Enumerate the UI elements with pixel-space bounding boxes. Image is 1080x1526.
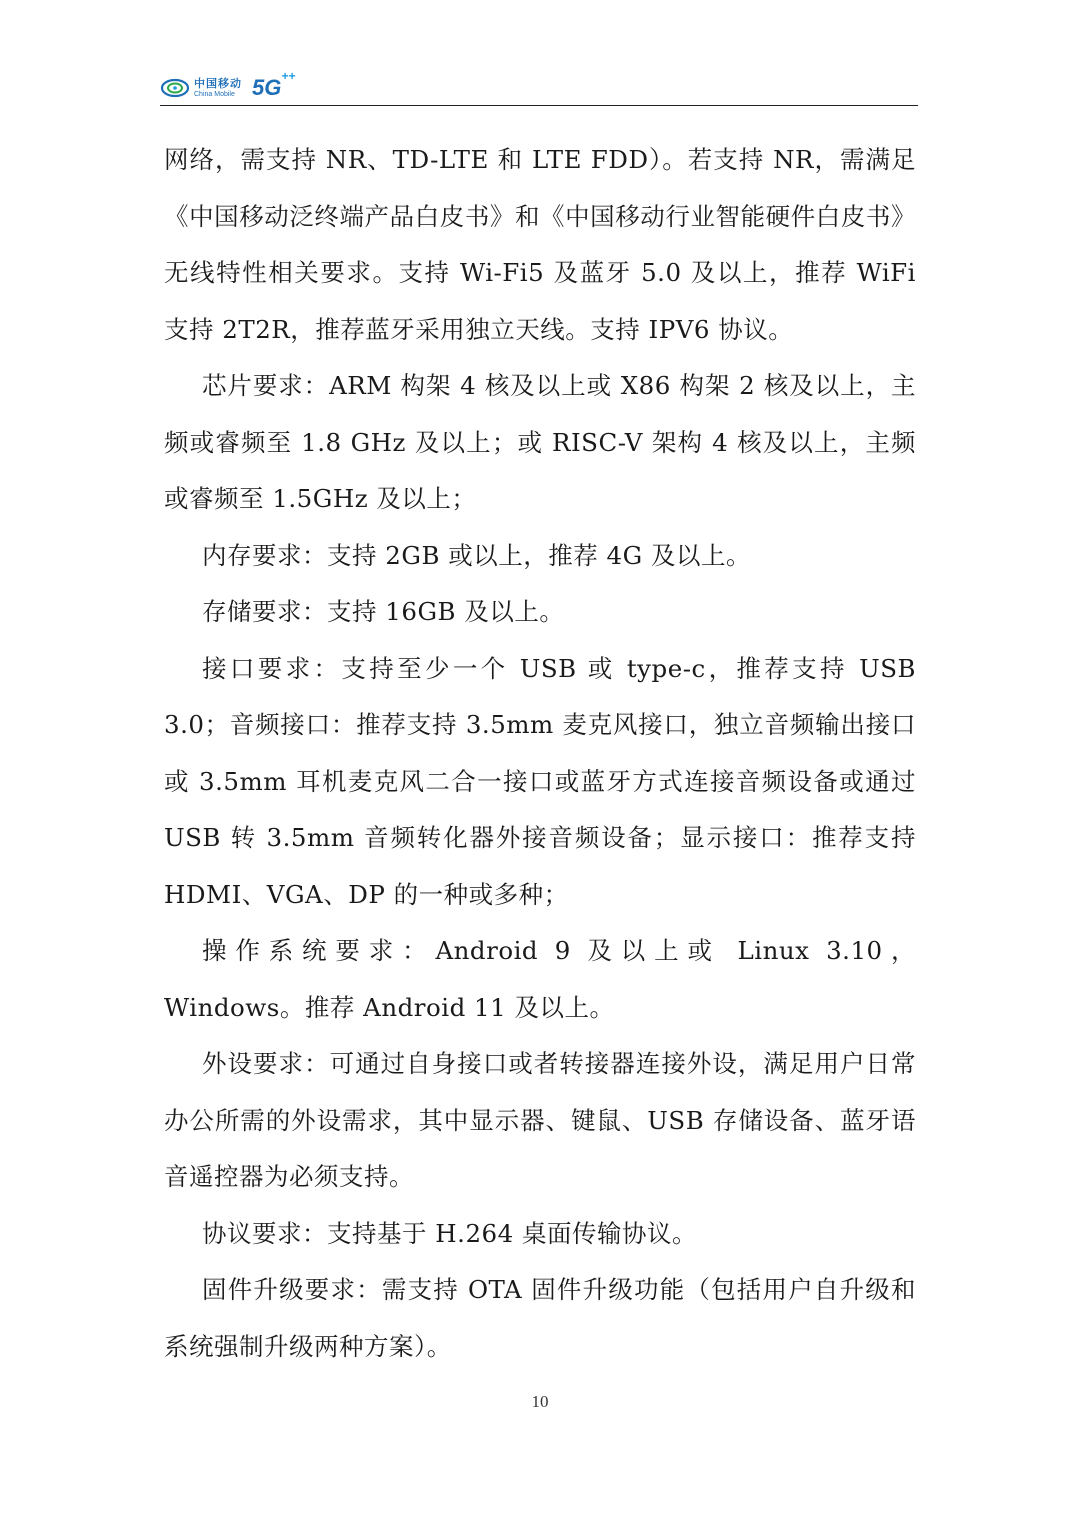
paragraph-memory: 内存要求：支持 2GB 或以上，推荐 4G 及以上。 xyxy=(202,540,751,570)
paragraph-storage: 存储要求：支持 16GB 及以上。 xyxy=(202,597,565,626)
paragraph-chip: 芯片要求：ARM 构架 4 核及以上或 X86 构架 2 核及以上，主频或睿频至 1.8 GHz 及以上；或 RISC-V 架构 4 核及以上，主频或睿频至 1.5GHz 及以上； xyxy=(164,371,916,513)
paragraph-peripherals: 外设要求：可通过自身接口或者转接器连接外设，满足用户日常办公所需的外设需求，其中显示器、键鼠、USB 存储设备、蓝牙语音遥控器为必须支持。 xyxy=(164,1049,916,1191)
page-number: 10 xyxy=(531,1392,549,1411)
page-header xyxy=(160,68,918,108)
5g-text: 5G xyxy=(252,75,282,100)
logo-wordmark xyxy=(194,78,242,98)
paragraph-interface: 接口要求：支持至少一个 USB 或 type-c，推荐支持 USB 3.0；音频接口：推荐支持 3.5mm 麦克风接口，独立音频输出接口或 3.5mm 耳机麦克风二合一接口或蓝牙方式连接音频设备或通过 USB 转 3.5mm 音频转化器外接音频设备；显示接口：推荐支持 HDMI、VGA、DP 的一种或多种； xyxy=(164,653,916,909)
logo-en-text: China Mobile xyxy=(194,91,235,98)
logo-cn-text: 中国移动 xyxy=(194,77,242,90)
5g-plus-mark: ++ xyxy=(281,69,296,83)
paragraph-firmware: 固件升级要求：需支持 OTA 固件升级功能（包括用户自升级和系统强制升级两种方案）。 xyxy=(164,1275,916,1361)
header-divider xyxy=(160,105,918,106)
paragraph-os: 操作系统要求：Android 9 及以上或 Linux 3.10，Windows。推荐 Android 11 及以上。 xyxy=(164,936,916,1022)
paragraph-protocol: 协议要求：支持基于 H.264 桌面传输协议。 xyxy=(202,1218,697,1248)
paragraph-network: 网络，需支持 NR、TD-LTE 和 LTE FDD）。若支持 NR，需满足《中国移动泛终端产品白皮书》和《中国移动行业智能硬件白皮书》无线特性相关要求。支持 Wi-Fi5 及蓝牙 5.0 及以上，推荐 WiFi 支持 2T2R，推荐蓝牙采用独立天线。支持 IPV6 协议。 xyxy=(164,145,916,344)
5g-logo xyxy=(252,69,296,101)
document-body xyxy=(164,132,916,1375)
china-mobile-logo xyxy=(160,69,296,104)
china-mobile-logo-icon xyxy=(160,77,190,99)
